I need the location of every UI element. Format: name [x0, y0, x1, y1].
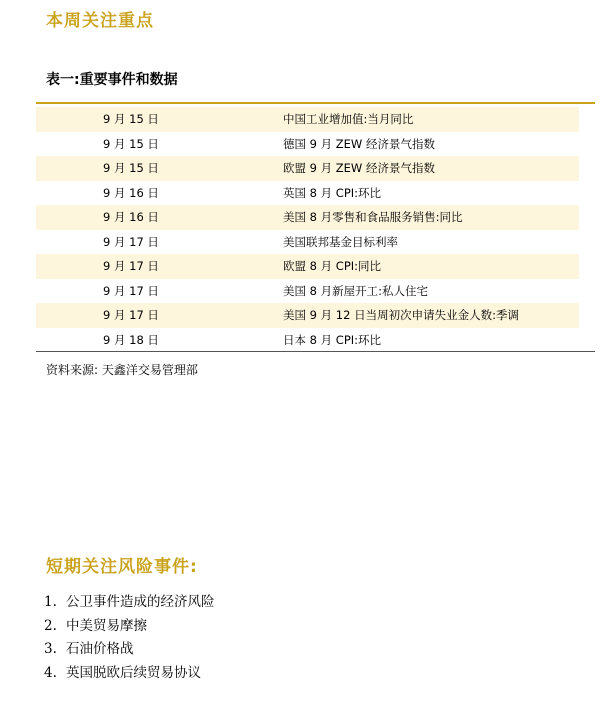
table-row: [36, 107, 579, 132]
list-item-text: 英国脱欧后续贸易协议: [66, 664, 201, 681]
event-date: 9 月 15 日: [103, 136, 159, 151]
event-date: 9 月 17 日: [103, 283, 159, 298]
section-title-focus: 本周关注重点: [46, 11, 154, 31]
table-source-note: 资料来源: 天鑫洋交易管理部: [46, 363, 198, 377]
list-item: [44, 661, 215, 685]
list-item-number: 4.: [44, 664, 57, 681]
event-name: 中国工业增加值:当月同比: [283, 107, 579, 132]
list-item: [44, 614, 215, 638]
table-row: [36, 132, 579, 157]
table-top-rule: [36, 102, 595, 104]
risk-list: [44, 590, 215, 684]
event-name: 英国 8 月 CPI:环比: [283, 185, 382, 200]
table-caption: 表一:重要事件和数据: [46, 72, 178, 88]
list-item: [44, 637, 215, 661]
event-date: 9 月 16 日: [103, 185, 159, 200]
events-table: [36, 107, 579, 352]
list-item: [44, 590, 215, 614]
table-row: [36, 205, 579, 230]
event-name: 欧盟 8 月 CPI:同比: [283, 254, 579, 279]
event-date: 9 月 17 日: [103, 234, 159, 249]
list-item-number: 2.: [44, 617, 57, 634]
list-item-text: 石油价格战: [66, 641, 134, 657]
event-date: 9 月 16 日: [36, 205, 283, 230]
event-date: 9 月 18 日: [103, 332, 159, 347]
table-row: [36, 328, 579, 353]
table-row: [36, 230, 579, 255]
event-name: 德国 9 月 ZEW 经济景气指数: [283, 136, 435, 151]
table-bottom-rule: [36, 351, 595, 352]
table-row: [36, 279, 579, 304]
list-item-number: 1.: [44, 594, 57, 610]
event-name: 美国 8 月新屋开工:私人住宅: [283, 283, 429, 298]
table-row: [36, 303, 579, 328]
event-name: 美国 8 月零售和食品服务销售:同比: [283, 205, 579, 230]
table-row: [36, 156, 579, 181]
table-row: [36, 254, 579, 279]
event-date: 9 月 15 日: [36, 107, 283, 132]
list-item-text: 中美贸易摩擦: [66, 617, 147, 634]
list-item-number: 3.: [44, 641, 57, 657]
event-name: 美国联邦基金目标利率: [283, 234, 398, 249]
event-date: 9 月 15 日: [36, 156, 283, 181]
event-name: 美国 9 月 12 日当周初次申请失业金人数:季调: [283, 303, 579, 328]
table-row: [36, 181, 579, 206]
event-name: 欧盟 9 月 ZEW 经济景气指数: [283, 156, 579, 181]
event-name: 日本 8 月 CPI:环比: [283, 332, 382, 347]
event-date: 9 月 17 日: [36, 303, 283, 328]
list-item-text: 公卫事件造成的经济风险: [66, 594, 215, 610]
event-date: 9 月 17 日: [36, 254, 283, 279]
section-title-risk: 短期关注风险事件:: [46, 557, 198, 577]
